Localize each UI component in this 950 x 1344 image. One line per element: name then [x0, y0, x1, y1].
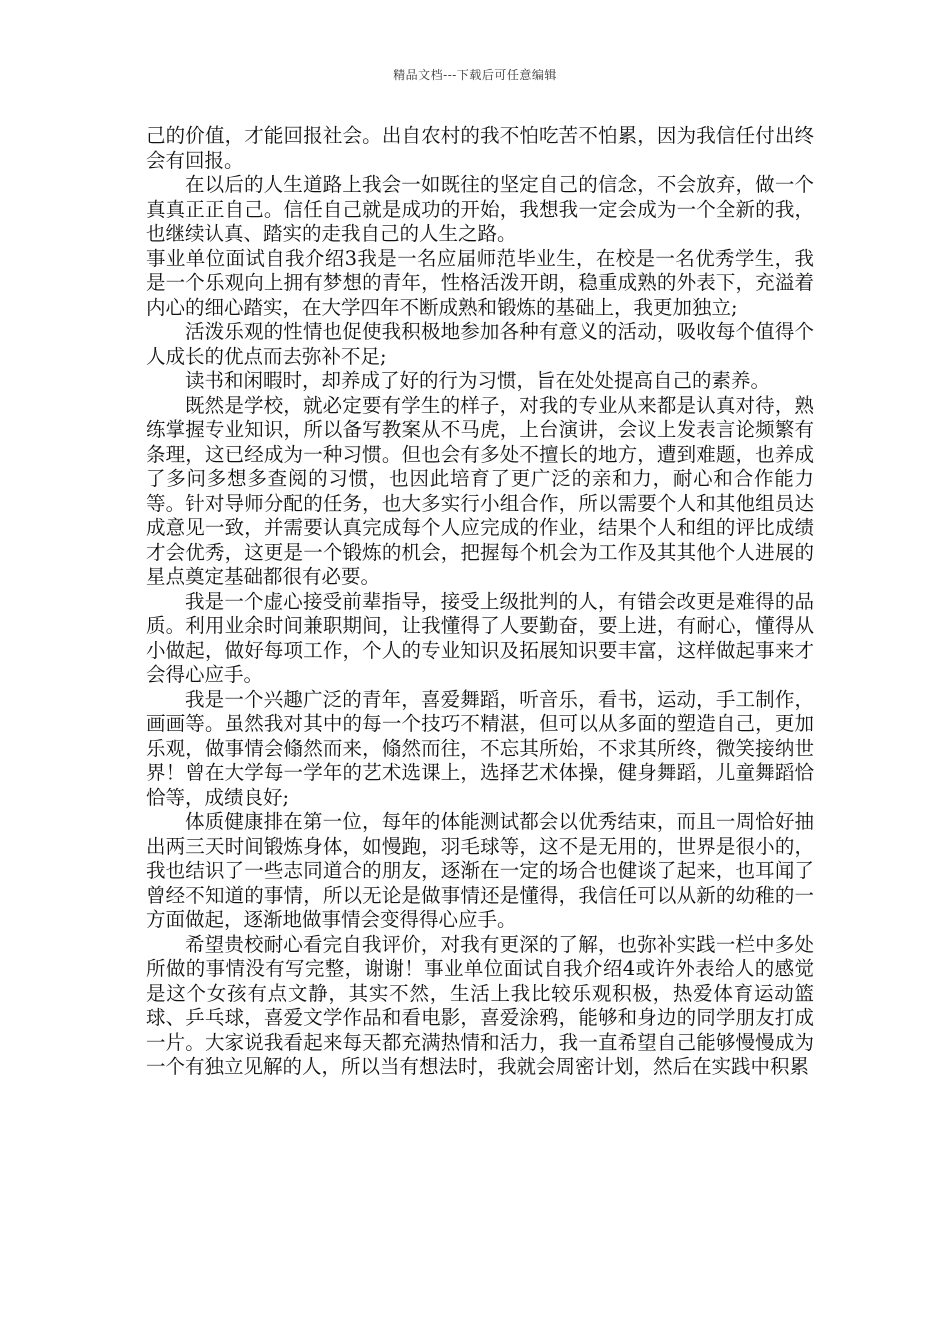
paragraph-8: 我是一个兴趣广泛的青年，喜爱舞蹈，听音乐，看书，运动，手工制作，画画等。虽然我对其中的每一个技巧不精湛，但可以从多面的塑造自己，更加乐观，做事情会翛然而来，翛然而往，不忘其所始，不求其所终，微笑接纳世界！曾在大学每一学年的艺术选课上，选择艺术体操，健身舞蹈，儿童舞蹈恰恰等，成绩良好;	[146, 687, 814, 809]
document-body	[146, 124, 814, 1080]
paragraph-6: 既然是学校，就必定要有学生的样子，对我的专业从来都是认真对待，熟练掌握专业知识，所以备写教案从不马虎，上台演讲，会议上发表言论频繁有条理，这已经成为一种习惯。但也会有多处不擅长的地方，遭到难题，也养成了多问多想多查阅的习惯，也因此培育了更广泛的亲和力，耐心和合作能力等。针对导师分配的任务，也大多实行小组合作，所以需要个人和其他组员达成意见一致，并需要认真完成每个人应完成的作业，结果个人和组的评比成绩才会优秀，这更是一个锻炼的机会，把握每个机会为工作及其其他个人进展的星点奠定基础都很有必要。	[146, 393, 814, 588]
page-header: 精品文档---下载后可任意编辑	[393, 68, 557, 82]
paragraph-7: 我是一个虚心接受前辈指导，接受上级批判的人，有错会改更是难得的品质。利用业余时间兼职期间，让我懂得了人要勤奋，要上进，有耐心，懂得从小做起，做好每项工作，个人的专业知识及拓展知识要丰富，这样做起事来才会得心应手。	[146, 589, 814, 686]
paragraph-1: 己的价值，才能回报社会。出自农村的我不怕吃苦不怕累，因为我信任付出终会有回报。	[146, 124, 814, 172]
paragraph-4: 活泼乐观的性情也促使我积极地参加各种有意义的活动，吸收每个值得个人成长的优点而去弥补不足;	[146, 320, 814, 368]
paragraph-5: 读书和闲暇时，却养成了好的行为习惯，旨在处处提高自己的素养。	[185, 369, 771, 392]
paragraph-3: 事业单位面试自我介绍3我是一名应届师范毕业生，在校是一名优秀学生，我是一个乐观向上拥有梦想的青年，性格活泼开朗，稳重成熟的外表下，充溢着内心的细心踏实，在大学四年不断成熟和锻炼的基础上，我更加独立;	[146, 246, 814, 319]
paragraph-10: 希望贵校耐心看完自我评价，对我有更深的了解，也弥补实践一栏中多处所做的事情没有写完整，谢谢！事业单位面试自我介绍4或许外表给人的感觉是这个女孩有点文静，其实不然，生活上我比较乐观积极，热爱体育运动篮球、乒乓球，喜爱文学作品和看电影，喜爱涂鸦，能够和身边的同学朋友打成一片。大家说我看起来每天都充满热情和活力，我一直希望自己能够慢慢成为一个有独立见解的人，所以当有想法时，我就会周密计划，然后在实践中积累	[146, 932, 814, 1078]
paragraph-9: 体质健康排在第一位，每年的体能测试都会以优秀结束，而且一周恰好抽出两三天时间锻炼身体，如慢跑，羽毛球等，这不是无用的，世界是很小的，我也结识了一些志同道合的朋友，逐渐在一定的场合也健谈了起来，也耳闻了曾经不知道的事情，所以无论是做事情还是懂得，我信任可以从新的幼稚的一方面做起，逐渐地做事情会变得得心应手。	[146, 810, 814, 931]
paragraph-2: 在以后的人生道路上我会一如既往的坚定自己的信念，不会放弃，做一个真真正正自己。信任自己就是成功的开始，我想我一定会成为一个全新的我，也继续认真、踏实的走我自己的人生之路。	[146, 173, 814, 245]
